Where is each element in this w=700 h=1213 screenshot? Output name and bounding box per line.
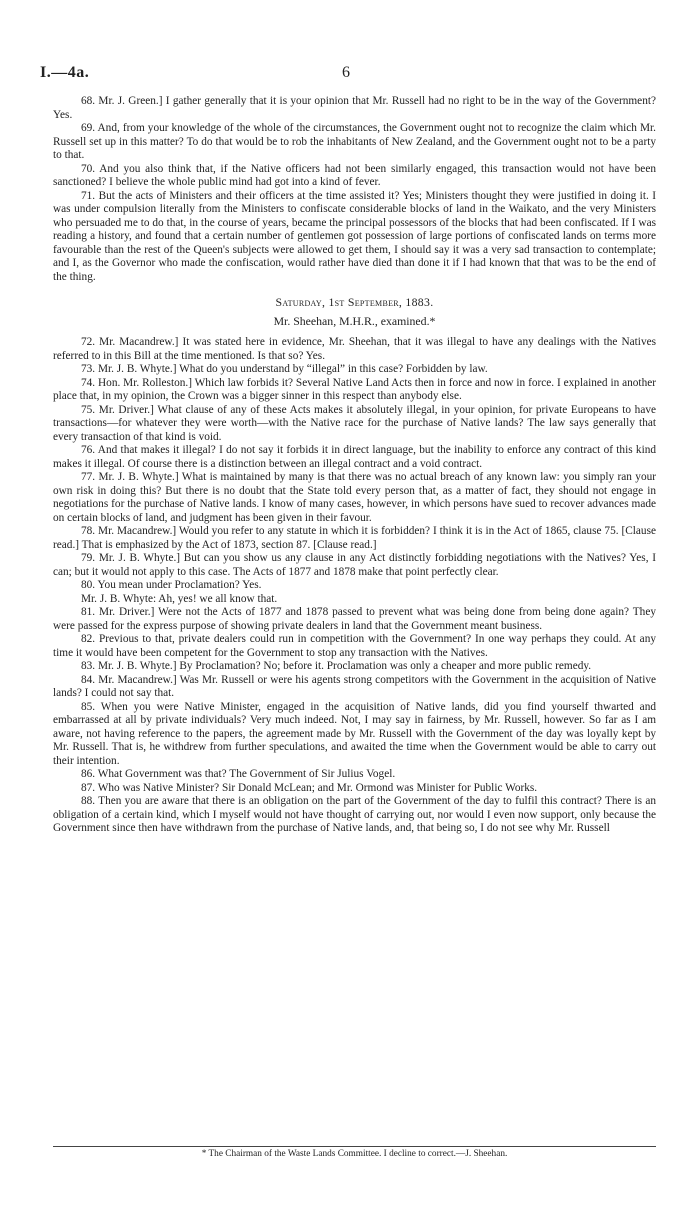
paragraph: 76. And that makes it illegal? I do not say it forbids it in direct language, but the inability to enforce any contract of this kind makes it illegal. Of course there is a distinction between an illegal contract and a void contract. [53, 444, 656, 470]
paragraph: 74. Hon. Mr. Rolleston.] Which law forbids it? Several Native Land Acts then in force and now in force. I explained in another place that, in my opinion, the Crown was a bigger sinner in this respect than anybody else. [53, 376, 656, 402]
paragraph: 70. And you also think that, if the Native officers had not been similarly engaged, this transaction would not have been sanctioned? I believe the whole public mind had got into a kind of fever. [53, 162, 656, 188]
paragraph: 85. When you were Native Minister, engaged in the acquisition of Native lands, did you find yourself thwarted and embarrassed at all by private individuals? Very much indeed. Not, I may say in fairness, by Mr. Russell, however. So far as I am aware, not having reference to the papers, the agreement made by Mr. Russell with the Government of the day was loyally kept by Mr. Russell. That is, he withdrew from further speculations, and awaited the time when the Government would be able to carry out their intention. [53, 700, 656, 767]
series-label: I.—4a. [40, 64, 90, 81]
paragraph: 78. Mr. Macandrew.] Would you refer to any statute in which it is forbidden? I think it is in the Act of 1865, clause 75. [Clause read.] That is emphasized by the Act of 1873, section 87. [Clause read.] [53, 525, 656, 551]
paragraph: 81. Mr. Driver.] Were not the Acts of 1877 and 1878 passed to prevent what was being done from being done again? They were passed for the express purpose of showing private dealers in land that the Government meant business. [53, 606, 656, 632]
page-number: 6 [342, 64, 350, 81]
paragraph: 71. But the acts of Ministers and their officers at the time assisted it? Yes; Ministers thought they were justified in doing it. I was under compulsion literally from the Ministers to confiscate considerable blocks of land in the Waikato, and the very Ministers who persuaded me to do that, in the course of years, became the principal possessors of the blocks that had been confiscated. If I was reading a history, and found that a certain number of gentlemen got possession of large portions of confiscated lands on terms more favourable than the rest of the Queen's subjects were allowed to get them, I should say it was a very sad transaction to contemplate; and I, as the Governor who made the confiscation, would rather have died than done it if I had known that that was to be the end of the thing. [53, 189, 656, 283]
paragraph: 75. Mr. Driver.] What clause of any of these Acts makes it absolutely illegal, in your opinion, for private Europeans to have transactions—for whatever they were worth—with the Native race for the purchase of Native lands? The law says generally that every transaction of that kind is void. [53, 403, 656, 443]
paragraph: 83. Mr. J. B. Whyte.] By Proclamation? No; before it. Proclamation was only a cheaper and more public remedy. [81, 660, 592, 672]
paragraph: 68. Mr. J. Green.] I gather generally that it is your opinion that Mr. Russell had no right to be in the way of the Government? Yes. [53, 95, 656, 121]
section-subheading: Mr. Sheehan, M.H.R., examined.* [273, 313, 436, 328]
paragraph: Mr. J. B. Whyte: Ah, yes! we all know that. [81, 592, 278, 605]
paragraph: 77. Mr. J. B. Whyte.] What is maintained by many is that there was no actual breach of any known law: you simply ran your own risk in doing this? But there is no doubt that the State told every person that, as a matter of fact, they should not engage in negotiations for the purchase of Native lands. I know of many cases, however, in which persons have sued to recover advances made on certain blocks of land, and judgment has been given in their favour. [53, 471, 656, 524]
paragraph: 79. Mr. J. B. Whyte.] But can you show us any clause in any Act distinctly forbidding negotiations with the Natives? Yes, I can; but it would not apply to this case. The Acts of 1877 and 1878 make that point perfectly clear. [53, 552, 656, 578]
paragraph: 73. Mr. J. B. Whyte.] What do you understand by “illegal” in this case? Forbidden by law. [81, 363, 488, 375]
paragraph: 82. Previous to that, private dealers could run in competition with the Government? In one way perhaps they could. At any time it would have been competent for the Government to stop any transaction with the Natives. [53, 633, 656, 659]
paragraph: 86. What Government was that? The Government of Sir Julius Vogel. [81, 768, 396, 780]
paragraph: 80. You mean under Proclamation? Yes. [81, 579, 262, 591]
document-body [53, 95, 656, 836]
paragraph: 88. Then you are aware that there is an obligation on the part of the Government of the day to fulfil this contract? There is an obligation of a certain kind, which I myself would not have thought of carrying out, nor would I even now support, only because the Government since then have withdrawn from the purchase of Native lands, and, that being so, I do not see why Mr. Russell [53, 795, 656, 834]
footnote: * The Chairman of the Waste Lands Committee. I decline to correct.—J. Sheehan. [201, 1149, 508, 1159]
paragraph: 84. Mr. Macandrew.] Was Mr. Russell or were his agents strong competitors with the Government in the acquisition of Native lands? I could not say that. [53, 673, 656, 699]
section-heading: Saturday, 1st September, 1883. [275, 295, 434, 309]
footnote-rule [53, 1146, 656, 1147]
paragraph: 69. And, from your knowledge of the whole of the circumstances, the Government ought not to recognize the claim which Mr. Russell set up in this matter? To do that would be to rob the inhabitants of New Zealand, and the Government ought not to be a party to that. [53, 122, 656, 161]
paragraph: 87. Who was Native Minister? Sir Donald McLean; and Mr. Ormond was Minister for Public Works. [81, 781, 538, 794]
paragraph: 72. Mr. Macandrew.] It was stated here in evidence, Mr. Sheehan, that it was illegal to have any dealings with the Natives referred to in this Bill at the time mentioned. Is that so? Yes. [53, 336, 656, 362]
